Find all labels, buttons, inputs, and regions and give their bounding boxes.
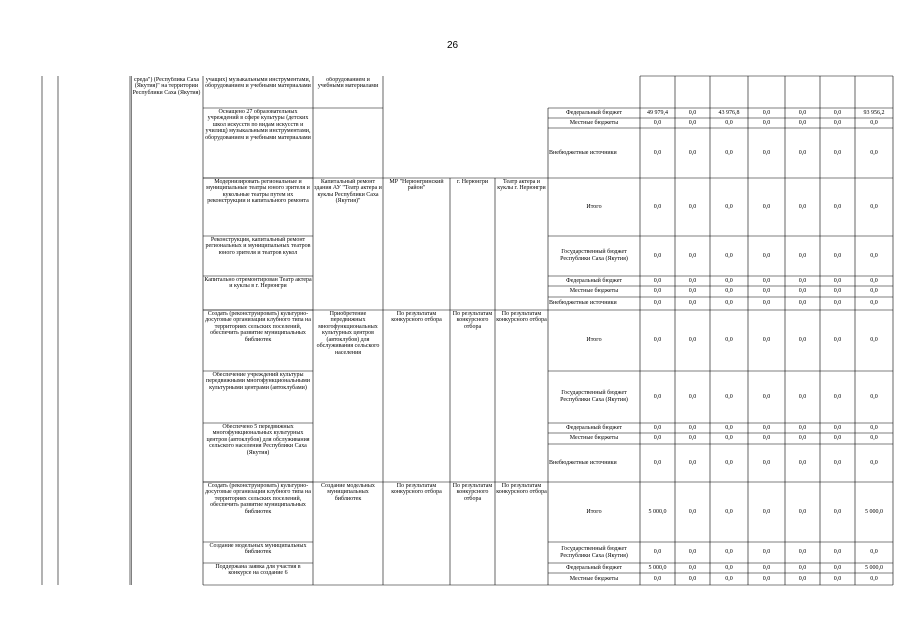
budget-value: 0,0: [833, 252, 842, 259]
budget-value: 0,0: [870, 300, 878, 307]
budget-value: 0,0: [653, 424, 662, 431]
result-cell: Капитально отремонтирован Театр актера и куклы в г. Нерюнгри: [204, 276, 312, 290]
subgoal-cell: Модернизировать региональные и муниципальные театры юного зрителя и кукольные театры путем их реконструкции и капитального ремонта: [206, 178, 310, 205]
budget-source-label: Местные бюджеты: [569, 119, 619, 126]
measure-cell: Обеспечение учреждений культуры передвижными многофункциональными культурными центрами (автоклубами): [206, 371, 310, 391]
budget-value: 0,0: [688, 203, 697, 210]
municipality-cell: По результатам конкурсного отбора: [391, 482, 442, 496]
result-cell: Обеспечено 5 передвижных многофункциональных культурных центров (автоклубов) для обслуживания сельского населения Республики Саха (Якутия): [206, 423, 310, 456]
budget-value: 0,0: [870, 549, 878, 556]
budget-value: 0,0: [653, 575, 662, 582]
task-equip-cell: Оснащено 27 образовательных учреждений в сфере культуры (детских школ искусств по видам искусств и училищ) музыкальными инструментами, оборудованием и учебными материалами: [205, 108, 311, 141]
budget-value: 0,0: [653, 435, 662, 442]
budget-source-label: Внебюджетные источники: [549, 300, 617, 307]
budget-value: 0,0: [653, 252, 662, 259]
settlement-cell: По результатам конкурсного отбора: [452, 482, 493, 502]
subgoal-cell: Создать (реконструировать) культурно-досуговые организации клубного типа на территориях сельских поселений, обеспечить развитие муниципальных библиотек: [205, 310, 311, 343]
settlement-cell: По результатам конкурсного отбора: [452, 310, 493, 330]
budget-value: 0,0: [762, 149, 771, 156]
budget-source-label: Внебюджетные источники: [549, 149, 617, 156]
budget-source-label: Федеральный бюджет: [565, 424, 623, 431]
budget-source-label: Государственный бюджет Республики Саха (Якутия): [560, 390, 628, 403]
budget-value: 0,0: [833, 277, 842, 284]
budget-value: 0,0: [798, 459, 807, 466]
budget-value: 0,0: [762, 109, 771, 116]
budget-source-label: Местные бюджеты: [569, 435, 619, 442]
budget-source-label: Государственный бюджет Республики Саха (Якутия): [560, 249, 628, 262]
budget-value: 0,0: [725, 549, 733, 556]
budget-value: 0,0: [725, 337, 733, 344]
budget-value: 0,0: [762, 424, 771, 431]
budget-value: 0,0: [653, 149, 662, 156]
budget-value: 0,0: [762, 435, 771, 442]
task-cell: учащих) музыкальными инструментами, оборудованием и учебными материалами: [205, 76, 311, 90]
budget-value: 0,0: [688, 459, 697, 466]
budget-value: 5 000,0: [648, 508, 667, 515]
budget-value: 0,0: [798, 564, 807, 571]
budget-value: 0,0: [762, 252, 771, 259]
budget-value: 0,0: [870, 203, 878, 210]
budget-value: 0,0: [833, 508, 842, 515]
budget-value: 0,0: [833, 424, 842, 431]
budget-value: 0,0: [798, 435, 807, 442]
budget-value: 0,0: [870, 119, 878, 126]
measure-cell: Создание модельных муниципальных библиотек: [209, 542, 307, 556]
budget-value: 0,0: [653, 288, 662, 295]
budget-value: 0,0: [798, 109, 807, 116]
budget-value: 0,0: [653, 300, 662, 307]
budget-source-label: Федеральный бюджет: [565, 564, 623, 571]
budget-value: 43 976,8: [718, 109, 740, 116]
event-cell: оборудованием и учебными материалами: [317, 76, 379, 90]
budget-value: 0,0: [688, 149, 697, 156]
budget-value: 0,0: [833, 149, 842, 156]
budget-value: 0,0: [725, 459, 733, 466]
budget-value: 0,0: [725, 277, 733, 284]
budget-value: 0,0: [798, 277, 807, 284]
budget-value: 0,0: [688, 337, 697, 344]
budget-value: 5 000,0: [865, 564, 883, 571]
event-cell: Приобретение передвижных многофункциональных культурных центров (автоклубов) для обслуживания сельского населения: [316, 310, 380, 357]
budget-value: 0,0: [870, 149, 878, 156]
budget-value: 0,0: [762, 203, 771, 210]
budget-value: 0,0: [725, 252, 733, 259]
budget-value: 0,0: [833, 300, 842, 307]
budget-value: 0,0: [762, 459, 771, 466]
budget-value: 0,0: [725, 149, 733, 156]
budget-value: 0,0: [725, 564, 733, 571]
event-cell: Создание модельных муниципальных библиотек: [321, 482, 375, 502]
budget-value: 0,0: [653, 203, 662, 210]
budget-value: 0,0: [833, 564, 842, 571]
budget-value: 0,0: [833, 549, 842, 556]
object-cell: По результатам конкурсного отбора: [496, 310, 547, 324]
budget-value: 0,0: [833, 393, 842, 400]
budget-value: 0,0: [798, 337, 807, 344]
budget-value: 0,0: [688, 393, 697, 400]
budget-value: 0,0: [762, 575, 771, 582]
budget-value: 0,0: [833, 288, 842, 295]
budget-source-label: Федеральный бюджет: [565, 109, 623, 116]
budget-value: 0,0: [725, 508, 733, 515]
budget-source-label: Федеральный бюджет: [565, 277, 623, 284]
budget-value: 0,0: [762, 337, 771, 344]
budget-source-label: Местные бюджеты: [569, 575, 619, 582]
budget-value: 0,0: [798, 119, 807, 126]
budget-value: 0,0: [725, 203, 733, 210]
budget-value: 0,0: [798, 149, 807, 156]
object-cell: Театр актера и куклы г. Нерюнгри: [497, 178, 546, 192]
budget-value: 0,0: [798, 508, 807, 515]
budget-value: 0,0: [688, 300, 697, 307]
budget-value: 0,0: [688, 424, 697, 431]
budget-value: 0,0: [725, 300, 733, 307]
settlement-cell: г. Нерюнгри: [456, 178, 489, 185]
budget-source-label: Итого: [586, 508, 602, 515]
budget-value: 0,0: [762, 300, 771, 307]
budget-value: 0,0: [688, 508, 697, 515]
budget-value: 0,0: [688, 435, 697, 442]
budget-source-label: Итого: [586, 337, 602, 344]
budget-value: 0,0: [833, 575, 842, 582]
budget-value: 0,0: [725, 424, 733, 431]
result-cell: Поддержана заявка для участия в конкурсе на создание 6: [215, 563, 301, 577]
budget-value: 0,0: [833, 459, 842, 466]
budget-value: 0,0: [725, 119, 733, 126]
budget-value: 0,0: [833, 203, 842, 210]
object-cell: По результатам конкурсного отбора: [496, 482, 547, 496]
budget-value: 0,0: [870, 424, 878, 431]
event-cell: Капитальный ремонт здания АУ "Театр актера и куклы Республики Саха (Якутия)": [314, 178, 382, 205]
budget-value: 0,0: [653, 459, 662, 466]
budget-value: 93 956,2: [863, 109, 885, 116]
budget-value: 0,0: [798, 393, 807, 400]
budget-source-label: Итого: [586, 203, 602, 210]
budget-value: 0,0: [688, 277, 697, 284]
goal-cell: среда") (Республика Саха (Якутия)" на территории Республики Саха (Якутия): [132, 76, 201, 96]
budget-source-label: Местные бюджеты: [569, 288, 619, 295]
budget-value: 0,0: [833, 119, 842, 126]
budget-value: 0,0: [870, 575, 878, 582]
budget-value: 0,0: [762, 549, 771, 556]
budget-value: 0,0: [798, 300, 807, 307]
budget-value: 0,0: [870, 288, 878, 295]
page-number: 26: [446, 40, 459, 51]
budget-source-label: Государственный бюджет Республики Саха (Якутия): [560, 545, 628, 559]
budget-value: 0,0: [725, 435, 733, 442]
budget-value: 0,0: [833, 109, 842, 116]
budget-value: 0,0: [870, 459, 878, 466]
budget-value: 49 979,4: [647, 109, 668, 116]
budget-value: 0,0: [688, 549, 697, 556]
budget-value: 0,0: [798, 424, 807, 431]
budget-value: 0,0: [725, 575, 733, 582]
budget-value: 0,0: [725, 393, 733, 400]
budget-value: 0,0: [688, 252, 697, 259]
budget-value: 0,0: [762, 288, 771, 295]
budget-value: 0,0: [653, 393, 662, 400]
budget-value: 0,0: [833, 337, 842, 344]
budget-value: 0,0: [653, 119, 662, 126]
budget-value: 0,0: [798, 288, 807, 295]
budget-value: 0,0: [725, 288, 733, 295]
budget-value: 0,0: [870, 435, 878, 442]
budget-value: 0,0: [762, 393, 771, 400]
budget-value: 0,0: [762, 564, 771, 571]
budget-value: 0,0: [798, 252, 807, 259]
budget-value: 0,0: [762, 119, 771, 126]
budget-value: 0,0: [688, 119, 697, 126]
budget-value: 0,0: [688, 288, 697, 295]
municipality-cell: По результатам конкурсного отбора: [391, 310, 442, 324]
budget-value: 5 000,0: [865, 508, 883, 515]
budget-value: 0,0: [870, 337, 878, 344]
budget-value: 0,0: [870, 393, 878, 400]
budget-value: 0,0: [688, 575, 697, 582]
budget-value: 0,0: [798, 203, 807, 210]
budget-value: 0,0: [798, 575, 807, 582]
budget-value: 0,0: [762, 508, 771, 515]
budget-value: 0,0: [870, 277, 878, 284]
budget-value: 0,0: [833, 435, 842, 442]
budget-value: 0,0: [653, 337, 662, 344]
budget-value: 0,0: [762, 277, 771, 284]
budget-source-label: Внебюджетные источники: [549, 459, 617, 466]
municipality-cell: МР "Нерюнгринский район": [389, 178, 444, 192]
budget-value: 0,0: [653, 277, 662, 284]
budget-value: 0,0: [870, 252, 878, 259]
budget-value: 0,0: [653, 549, 662, 556]
measure-cell: Реконструкция, капитальный ремонт региональных и муниципальных театров юного зрителя и театров кукол: [205, 236, 311, 256]
budget-value: 0,0: [688, 564, 697, 571]
subgoal-cell: Создать (реконструировать) культурно-досуговые организации клубного типа на территориях сельских поселений, обеспечить развитие муниципальных библиотек: [205, 482, 311, 515]
budget-value: 0,0: [798, 549, 807, 556]
budget-value: 5 000,0: [648, 564, 667, 571]
budget-value: 0,0: [688, 109, 697, 116]
